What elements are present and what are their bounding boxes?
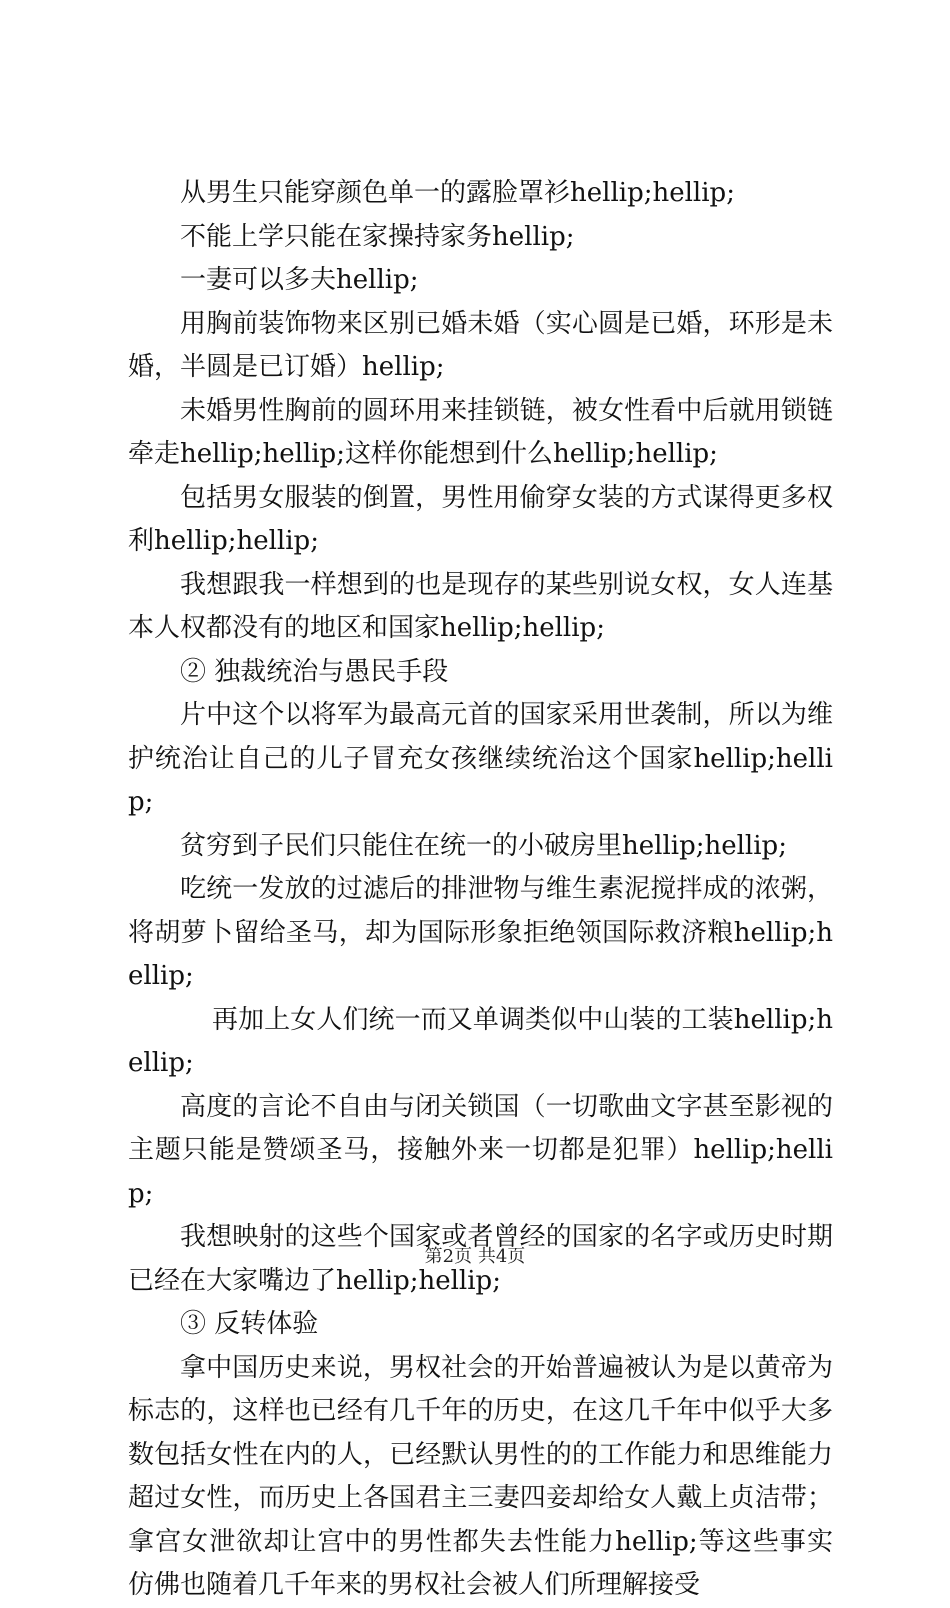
paragraph-14: 拿中国历史来说，男权社会的开始普遍被认为是以黄帝为标志的，这样也已经有几千年的历史，在这几千年中似乎大多数包括女性在内的人，已经默认男性的的工作能力和思维能力超过女性，而历史上各国君主三妻四妾却给女人戴上贞洁带；拿宫女泄欲却让宫中的男性都失去性能力hellip;等这些事实仿佛也随着几千年来的男权社会被人们所理解接受 [128, 1352, 833, 1600]
paragraph-1: 从男生只能穿颜色单一的露脸罩衫hellip;hellip; [180, 178, 735, 208]
paragraph-9: 贫穷到子民们只能住在统一的小破房里hellip;hellip; [180, 830, 787, 861]
paragraph-3: 一妻可以多夫hellip; [180, 265, 419, 295]
paragraph-7: 我想跟我一样想到的也是现存的某些别说女权，女人连基本人权都没有的地区和国家hellip;hellip; [128, 569, 833, 643]
paragraph-5: 未婚男性胸前的圆环用来挂锁链，被女性看中后就用锁链牵走hellip;hellip;这样你能想到什么hellip;hellip; [128, 395, 833, 469]
paragraph-12: 高度的言论不自由与闭关锁国（一切歌曲文字甚至影视的主题只能是赞颂圣马，接触外来一切都是犯罪）hellip;hellip; [128, 1091, 833, 1209]
paragraph-6: 包括男女服装的倒置，男性用偷穿女装的方式谋得更多权利hellip;hellip; [128, 482, 833, 556]
paragraph-11: 再加上女人们统一而又单调类似中山装的工装hellip;hellip; [128, 1004, 833, 1078]
section-heading-2: ② 独裁统治与愚民手段 [180, 656, 449, 687]
document-body [128, 172, 833, 1608]
paragraph-10: 吃统一发放的过滤后的排泄物与维生素泥搅拌成的浓粥，将胡萝卜留给圣马，却为国际形象拒绝领国际救济粮hellip;hellip; [128, 874, 833, 991]
paragraph-8: 片中这个以将军为最高元首的国家采用世袭制，所以为维护统治让自己的儿子冒充女孩继续统治这个国家hellip;hellip; [128, 700, 833, 817]
paragraph-2: 不能上学只能在家操持家务hellip; [180, 221, 575, 252]
page-footer: 第2页 共4页 [424, 1246, 526, 1267]
section-heading-3: ③ 反转体验 [180, 1309, 319, 1339]
paragraph-4: 用胸前装饰物来区别已婚未婚（实心圆是已婚，环形是未婚，半圆是已订婚）hellip; [128, 308, 833, 382]
paragraph-13: 我想映射的这些个国家或者曾经的国家的名字或历史时期已经在大家嘴边了hellip;hellip; [128, 1222, 833, 1296]
